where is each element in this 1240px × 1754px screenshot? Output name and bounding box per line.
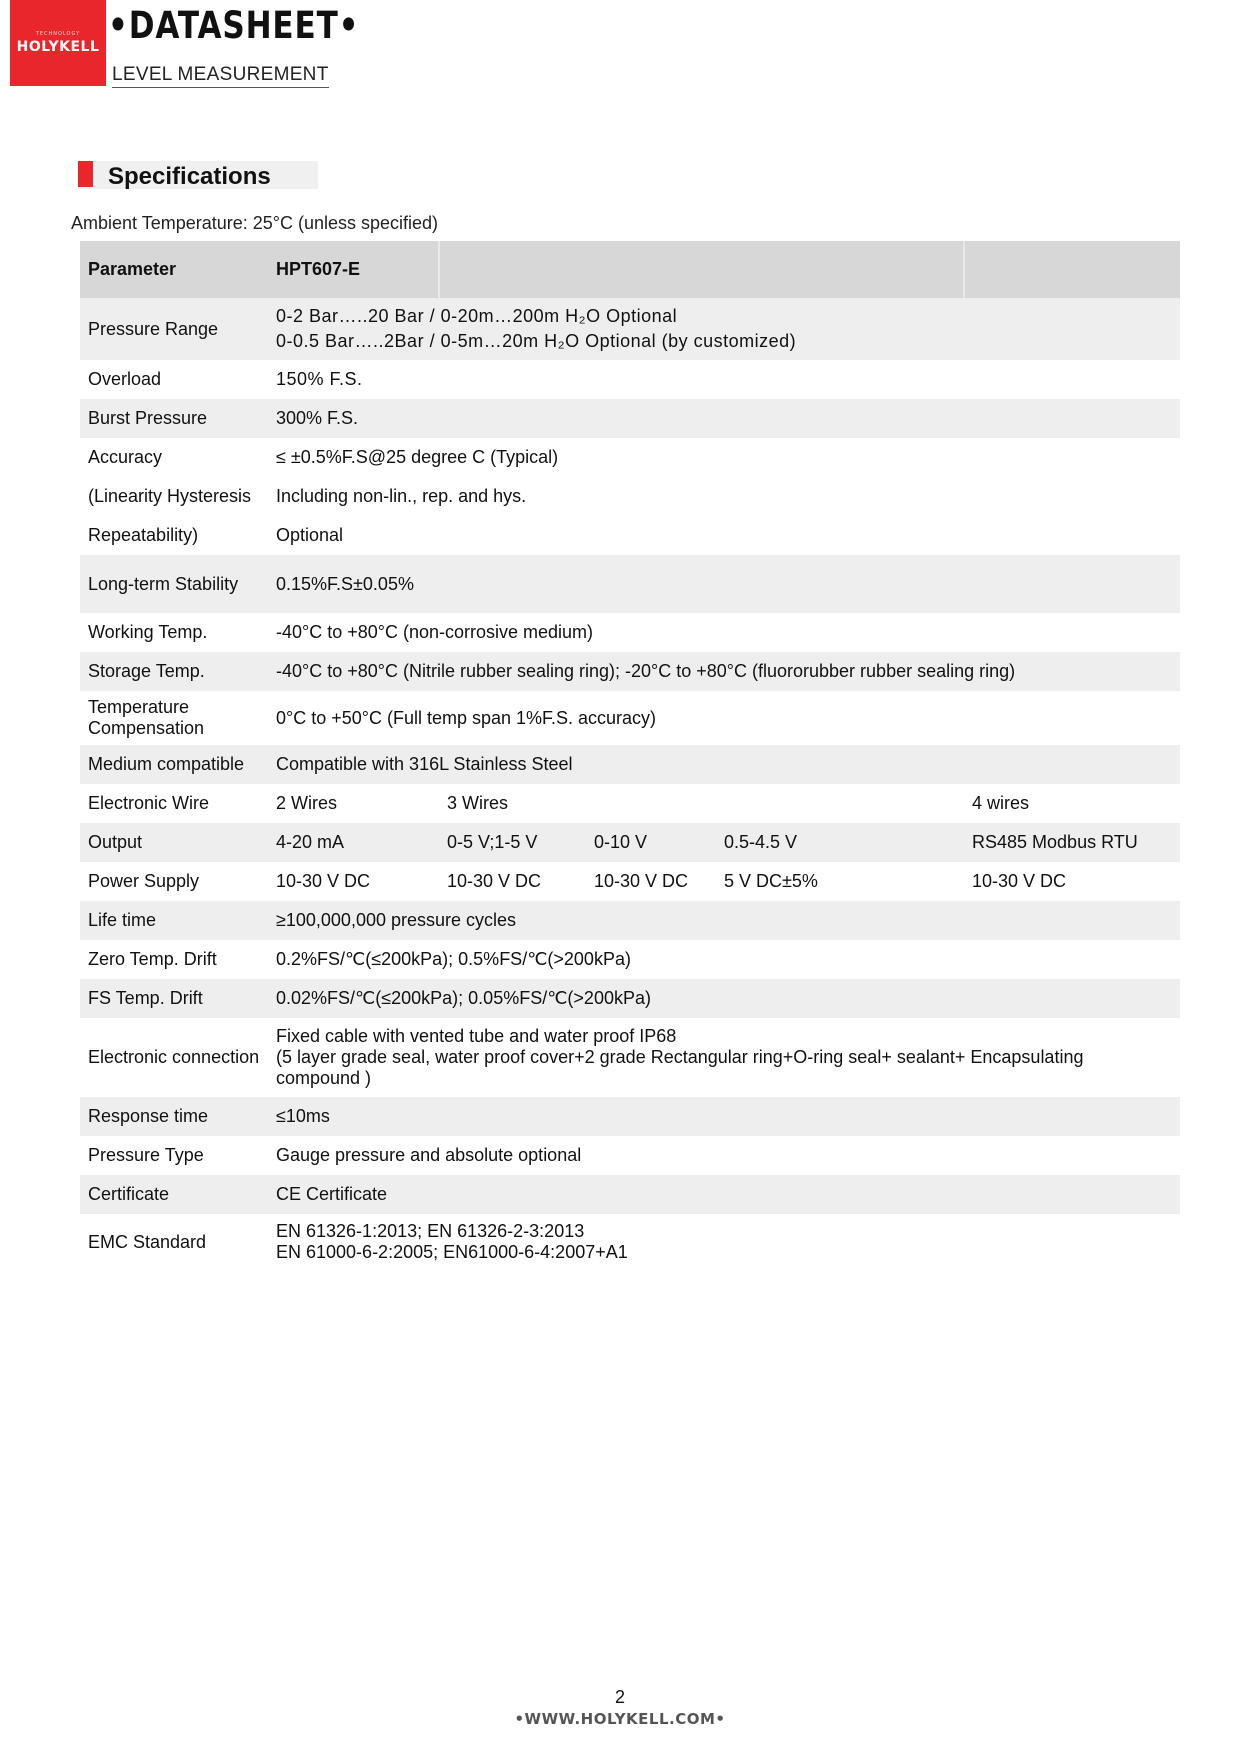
datasheet-title: •DATASHEET•: [108, 4, 360, 47]
row-value: Gauge pressure and absolute optional: [276, 1145, 582, 1165]
table-row: [80, 652, 1180, 691]
table-row: [80, 516, 1180, 555]
output-2: 0-5 V;1-5 V: [439, 823, 586, 862]
power-2: 10-30 V DC: [447, 871, 542, 891]
row-label: (Linearity Hysteresis: [88, 486, 252, 506]
row-label: Response time: [80, 1097, 268, 1136]
table-row: [80, 298, 1180, 360]
row-label: Pressure Range: [80, 298, 268, 360]
row-label: Output: [80, 823, 268, 862]
logo-tagline: TECHNOLOGY: [35, 31, 81, 37]
ambient-note: Ambient Temperature: 25°C (unless specified): [71, 213, 439, 233]
row-label: Working Temp.: [88, 622, 208, 642]
datasheet-subtitle: LEVEL MEASUREMENT: [112, 64, 329, 88]
holykell-logo: [10, 0, 106, 86]
row-label: Accuracy: [88, 447, 163, 467]
row-value: 0.2%FS/℃(≤200kPa); 0.5%FS/℃(>200kPa): [276, 949, 631, 969]
wire-3: 3 Wires: [447, 793, 509, 813]
table-row: [80, 1018, 1180, 1097]
table-row: [80, 438, 1180, 477]
table-row: [80, 901, 1180, 940]
table-header-row: [80, 241, 1180, 298]
header-blank-1: [439, 241, 716, 298]
wire-4: 4 wires: [972, 793, 1030, 813]
row-label: Medium compatible: [80, 745, 268, 784]
connection-line1: Fixed cable with vented tube and water proof IP68: [276, 1026, 677, 1046]
connection-line3: compound ): [276, 1068, 372, 1088]
table-row: [80, 1214, 1180, 1270]
emc-line2: EN 61000-6-2:2005; EN61000-6-4:2007+A1: [276, 1242, 628, 1262]
page-number: 2: [614, 1687, 625, 1707]
row-value: 300% F.S.: [268, 399, 1180, 438]
table-row: [80, 1175, 1180, 1214]
header-blank-3: [964, 241, 1180, 298]
logo-text: HOLYKELL: [16, 39, 100, 55]
emc-line1: EN 61326-1:2013; EN 61326-2-3:2013: [276, 1221, 585, 1241]
row-label: [80, 691, 268, 745]
wire-2: 2 Wires: [276, 793, 338, 813]
row-label: Long-term Stability: [80, 555, 268, 613]
row-value: 0.15%F.S±0.05%: [268, 555, 1180, 613]
row-label: Repeatability): [88, 525, 199, 545]
row-value: Optional: [276, 525, 344, 545]
row-label: Life time: [80, 901, 268, 940]
temp-comp-label-line2: Compensation: [88, 718, 205, 738]
row-label: FS Temp. Drift: [80, 979, 268, 1018]
row-value: -40°C to +80°C (non-corrosive medium): [276, 622, 594, 642]
row-label: Electronic connection: [88, 1047, 260, 1067]
row-value: 150% F.S.: [276, 369, 363, 389]
connection-line2: (5 layer grade seal, water proof cover+2 grade Rectangular ring+O-ring seal+ sealant+ Encapsulating: [276, 1047, 1084, 1067]
row-label: Storage Temp.: [80, 652, 268, 691]
row-value: Compatible with 316L Stainless Steel: [268, 745, 1180, 784]
table-row: [80, 477, 1180, 516]
power-4: 5 V DC±5%: [724, 871, 818, 891]
row-value: [268, 298, 1180, 360]
row-label: Power Supply: [88, 871, 200, 891]
table-row: [80, 745, 1180, 784]
section-marker: [78, 161, 93, 187]
row-value: [268, 1018, 1180, 1097]
table-row: [80, 555, 1180, 613]
table-row: [80, 823, 1180, 862]
table-row: [80, 784, 1180, 823]
row-value: ≤ ±0.5%F.S@25 degree C (Typical): [276, 447, 559, 467]
row-value: 0.02%FS/℃(≤200kPa); 0.05%FS/℃(>200kPa): [268, 979, 1180, 1018]
specifications-table: [80, 241, 1180, 1270]
section-title: Specifications: [108, 163, 271, 190]
pressure-range-line1: 0-2 Bar…..20 Bar / 0-20m…200m H₂O Optional: [276, 306, 678, 326]
output-4: 0.5-4.5 V: [716, 823, 964, 862]
header-blank-2: [716, 241, 964, 298]
output-1: 4-20 mA: [268, 823, 439, 862]
power-3: 10-30 V DC: [594, 871, 689, 891]
table-row: [80, 862, 1180, 901]
row-label: Burst Pressure: [80, 399, 268, 438]
row-label: EMC Standard: [88, 1231, 207, 1252]
output-3: 0-10 V: [586, 823, 716, 862]
row-value: ≤10ms: [268, 1097, 1180, 1136]
row-value: ≥100,000,000 pressure cycles: [268, 901, 1180, 940]
row-value: CE Certificate: [268, 1175, 1180, 1214]
row-label: Overload: [88, 369, 162, 389]
table-row: [80, 360, 1180, 399]
row-value: Including non-lin., rep. and hys.: [276, 486, 527, 506]
section-header: [78, 161, 318, 189]
header-parameter: Parameter: [80, 241, 268, 298]
pressure-range-line2: 0-0.5 Bar…..2Bar / 0-5m…20m H₂O Optional (by customized): [276, 331, 797, 351]
website-footer: •WWW.HOLYKELL.COM•: [514, 1710, 726, 1728]
row-value: 0°C to +50°C (Full temp span 1%F.S. accuracy): [276, 707, 657, 728]
power-1: 10-30 V DC: [276, 871, 371, 891]
table-row: [80, 691, 1180, 745]
row-label: Pressure Type: [88, 1145, 204, 1165]
table-row: [80, 613, 1180, 652]
table-row: [80, 1097, 1180, 1136]
table-row: [80, 1136, 1180, 1175]
row-label: Certificate: [80, 1175, 268, 1214]
power-5: 10-30 V DC: [972, 871, 1067, 891]
table-row: [80, 940, 1180, 979]
header-model: HPT607-E: [268, 241, 439, 298]
temp-comp-label-line1: Temperature: [88, 697, 190, 717]
table-row: [80, 399, 1180, 438]
table-row: [80, 979, 1180, 1018]
row-label: Electronic Wire: [88, 793, 210, 813]
row-value: [268, 1214, 1180, 1270]
output-5: RS485 Modbus RTU: [964, 823, 1180, 862]
row-label: Zero Temp. Drift: [88, 949, 217, 969]
row-value: -40°C to +80°C (Nitrile rubber sealing ring); -20°C to +80°C (fluororubber rubber sealing ring): [268, 652, 1180, 691]
